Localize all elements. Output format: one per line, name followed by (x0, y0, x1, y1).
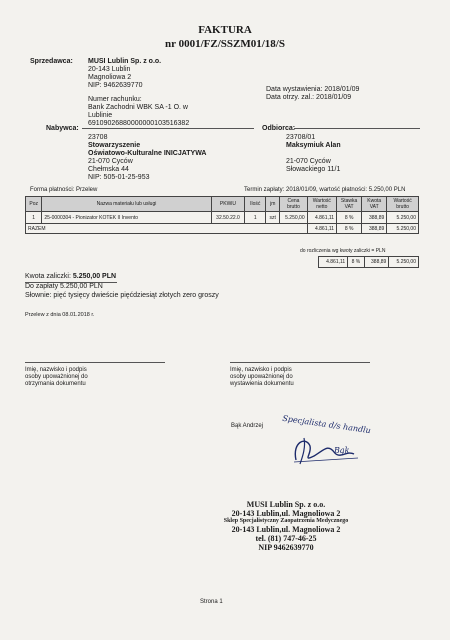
settle-vat-rate: 8 % (348, 257, 365, 268)
handwritten-signature-icon (284, 432, 364, 466)
stamp-line: 20-143 Lublin,ul. Magnoliowa 2 (231, 525, 341, 534)
stamp-line: MUSI Lublin Sp. z o.o. (246, 500, 326, 509)
bank-name: Bank Zachodni WBK SA -1 O. w (88, 104, 188, 111)
col-header: Poz (26, 197, 42, 212)
advance-value: 5.250,00 PLN (72, 273, 117, 280)
buyer-nip: NIP: 505-01-25-953 (88, 174, 150, 181)
settle-net: 4.861,11 (319, 257, 348, 268)
recipient-street: Słowackiego 11/1 (286, 166, 341, 173)
cell-net-value: 4.861,11 (307, 212, 336, 224)
receiver-signature-line (25, 362, 165, 363)
cell-vat-rate: 8 % (337, 212, 362, 224)
stamp-line: NIP 9462639770 (258, 543, 314, 552)
advance-label: Kwota zaliczki: (25, 273, 71, 280)
payment-term: Termin zapłaty: 2018/01/09, wartość płatności: 5.250,00 PLN (244, 187, 406, 193)
col-header: PKWiU (211, 197, 245, 212)
cell-pos: 1 (26, 212, 42, 224)
buyer-street: Chełmska 44 (88, 166, 129, 173)
total-vat-rate: 8 % (337, 224, 362, 234)
cell-name: 25-0000304 - Pionizator KOTEK II Invento (42, 212, 211, 224)
buyer-id: 23708 (88, 134, 108, 141)
seller-city: 20-143 Lublin (88, 66, 131, 73)
buyer-label: Nabywca: (46, 125, 79, 132)
cell-vat-amount: 388,89 (362, 212, 387, 224)
issuer-signature-line (230, 362, 370, 363)
amount-in-words: Słownie: pięć tysięcy dwieście pięćdziesiąt złotych zero groszy (25, 292, 219, 299)
page-number: Strona 1 (200, 599, 223, 605)
col-header: Kwota VAT (362, 197, 387, 212)
col-header: Wartość netto (307, 197, 336, 212)
seller-name: MUSI Lublin Sp. z o.o. (88, 58, 162, 65)
col-header: Cena brutto (280, 197, 307, 212)
receiver-sig-3: otrzymania dokumentu (25, 381, 86, 387)
total-vat: 388,89 (362, 224, 387, 234)
issuer-name: Bąk Andrzej (231, 423, 264, 429)
col-header: jm (266, 197, 280, 212)
table-row (26, 212, 419, 224)
stamp-line: tel. (81) 747-46-25 (255, 534, 317, 543)
table-header-row (26, 197, 419, 212)
cell-gross-price: 5.250,00 (280, 212, 307, 224)
advance-line (25, 273, 116, 281)
settle-vat: 388,89 (364, 257, 389, 268)
transfer-date: Przelew z dnia 08.01.2018 r. (25, 312, 95, 318)
specialist-stamp: Specjalista d/s handlu (281, 413, 372, 436)
col-header: Ilość (245, 197, 266, 212)
to-pay: Do zapłaty 5.250,00 PLN (25, 283, 103, 290)
receiver-sig-2: osoby upoważnionej do (25, 374, 88, 380)
buyer-rule (82, 128, 254, 129)
settle-label: do rozliczenia wg kwoty zaliczki = PLN (300, 248, 386, 254)
receiver-sig-1: Imię, nazwisko i podpis (25, 367, 87, 373)
buyer-name-1: Stowarzyszenie (88, 142, 141, 149)
bank-city: Lublinie (88, 112, 113, 119)
issue-date: Data wystawienia: 2018/01/09 (266, 86, 360, 93)
cell-gross-value: 5.250,00 (387, 212, 419, 224)
settle-row (319, 257, 419, 268)
cell-pkwiu: 32.50.22.0 (211, 212, 245, 224)
seller-label: Sprzedawca: (30, 58, 73, 65)
buyer-name-2: Oświatowo-Kulturalne INICJATYWA (88, 150, 207, 157)
cell-qty: 1 (245, 212, 266, 224)
totals-row (26, 224, 419, 234)
account-label: Numer rachunku: (88, 96, 142, 103)
items-table (25, 196, 419, 234)
sale-date: Data otrzy. zal.: 2018/01/09 (266, 94, 352, 101)
issuer-sig-2: osoby upoważnionej do (230, 374, 293, 380)
total-gross: 5.250,00 (387, 224, 419, 234)
recipient-label: Odbiorca: (262, 125, 296, 132)
settle-gross: 5.250,00 (389, 257, 419, 268)
seller-street: Magnoliowa 2 (88, 74, 132, 81)
cell-unit: szt (266, 212, 280, 224)
stamp-line: Sklep Specjalistyczny Zaopatrzenia Medycznego (223, 518, 349, 524)
payment-form: Forma płatności: Przelew (30, 187, 98, 193)
recipient-rule (294, 128, 420, 129)
handwritten-name: Bąk (334, 446, 350, 455)
seller-nip: NIP: 9462639770 (88, 82, 143, 89)
account-number: 69109026880000000103516382 (88, 120, 190, 127)
recipient-id: 23708/01 (286, 134, 316, 141)
settle-table (318, 256, 419, 268)
buyer-city: 21-070 Cyców (88, 158, 133, 165)
total-label: RAZEM (26, 224, 308, 234)
stamp-line: 20-143 Lublin,ul. Magnoliowa 2 (231, 509, 341, 518)
col-header: Nazwa materiału lub usługi (42, 197, 211, 212)
total-net: 4.861,11 (307, 224, 336, 234)
recipient-name: Maksymiuk Alan (286, 142, 341, 149)
invoice-number: nr 0001/FZ/SSZM01/18/S (165, 38, 285, 50)
col-header: Wartość brutto (387, 197, 419, 212)
company-stamp (196, 500, 376, 552)
issuer-sig-3: wystawienia dokumentu (230, 381, 294, 387)
invoice-title: FAKTURA (198, 24, 252, 36)
recipient-city: 21-070 Cyców (286, 158, 331, 165)
issuer-sig-1: Imię, nazwisko i podpis (230, 367, 292, 373)
col-header: Stawka VAT (337, 197, 362, 212)
